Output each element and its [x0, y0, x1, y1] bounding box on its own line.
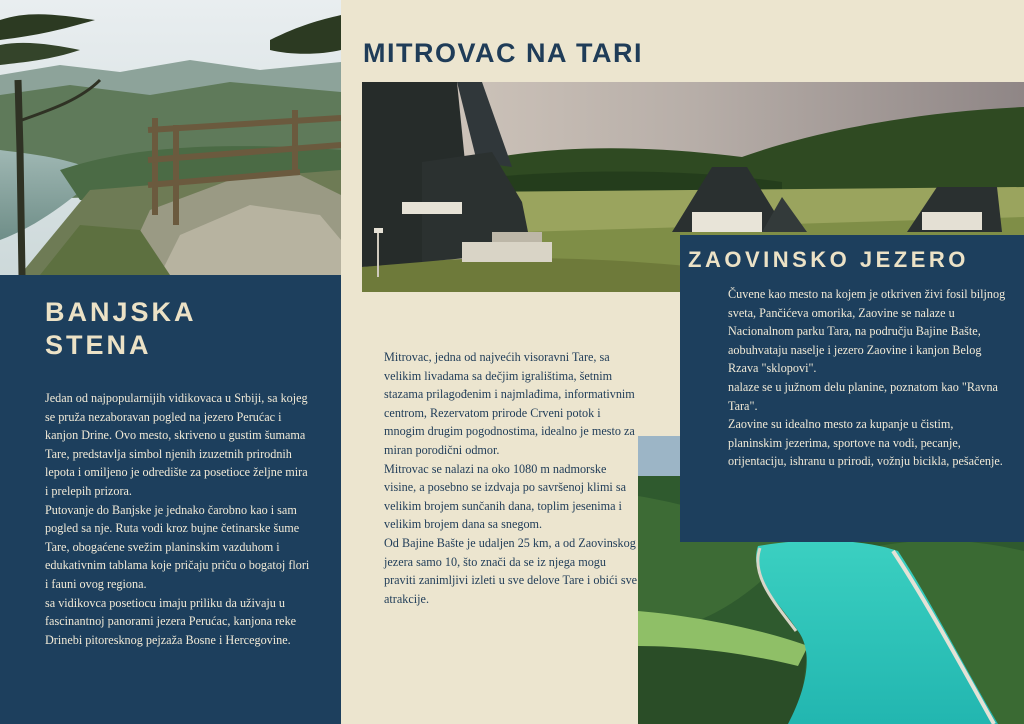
- zaovinsko-jezero-description: [728, 285, 1008, 471]
- mitrovac-paragraph-2: Mitrovac se nalazi na oko 1080 m nadmorske visine, a posebno se izdvaja po savršenoj klimi sa velikim brojem sunčanih dana, toplim jesenima i velikim brojem dana sa snegom.: [384, 461, 627, 532]
- mitrovac-paragraph-3: Od Bajine Bašte je udaljen 25 km, a od Zaovinskog jezera samo 10, što znači da se iz njega mogu praviti zanimljivi izleti u sve delove Tare i obići sve atrakcije.: [384, 535, 638, 606]
- zaovinsko-paragraph-2: nalaze se u južnom delu planine, poznatom kao "Ravna Tara".: [728, 379, 998, 413]
- banjska-paragraph-2: Putovanje do Banjske je jednako čarobno kao i sam pogled sa nje. Ruta vodi kroz bujne četinarske šume Tare, obogaćene svežim planinskim vazduhom i edukativnim tablama koje pričaju priču o bogatoj flori i fauni ovog regiona.: [45, 502, 310, 591]
- mitrovac-description: [384, 348, 640, 608]
- banjska-stena-description: [45, 389, 310, 649]
- mitrovac-paragraph-1: Mitrovac, jedna od najvećih visoravni Tare, sa velikim livadama sa dečjim igralištima, šetnim stazama prilagođenim i najmlađima, informativnim centrom, Rezervatom prirode Crveni potok i mnogim drugim pogodnostima, idealno je mesto za miran porodični odmor.: [384, 350, 635, 457]
- banjska-paragraph-3: sa vidikovca posetiocu imaju priliku da uživaju u fascinantnoj panorami jezera Perućac, kanjona reke Drinebi pitoresknog pejzaža Bosne i Hercegovine.: [45, 595, 297, 647]
- banjska-stena-photo: [0, 0, 341, 275]
- banjska-stena-title: BANJSKA STENA: [45, 297, 197, 360]
- banjska-paragraph-1: Jedan od najpopularnijih vidikovaca u Srbiji, sa kojeg se pruža nezaboravan pogled na jezero Perućac i kanjon Drine. Ovo mesto, skriveno u gustim šumama Tare, predstavlja simbol njenih izuzetnih prirodnih lepota i omiljeno je odredište za posetioce željne mira i prelepih prizora.: [45, 391, 308, 498]
- zaovinsko-paragraph-1: Čuvene kao mesto na kojem je otkriven živi fosil biljnog sveta, Pančićeva omorika, Zaovine se nalaze u Nacionalnom parku Tara, na području Bajine Bašte, aobuhvataju naselje i jezero Zaovine i kanjon Belog Rzava "sklopovi".: [728, 287, 1006, 376]
- zaovinsko-paragraph-3: Zaovine su idealno mesto za kupanje u čistim, planinskim jezerima, sportove na vodi, pecanje, orijentaciju, ishranu u prirodi, vožnju bicikla, pešačenje.: [728, 417, 1003, 469]
- mitrovac-title: MITROVAC NA TARI: [363, 38, 643, 68]
- zaovinsko-jezero-title: ZAOVINSKO JEZERO: [688, 247, 969, 272]
